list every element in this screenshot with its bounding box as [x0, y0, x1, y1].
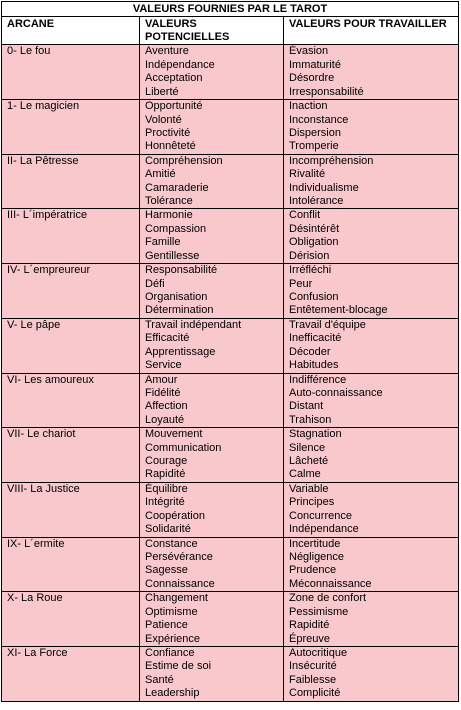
potential-values-cell — [140, 100, 284, 155]
work-value: Habitudes — [289, 359, 339, 372]
potential-value: Rapidité — [145, 468, 186, 481]
arcane-cell — [2, 209, 140, 264]
work-value: Calme — [289, 468, 321, 481]
potential-values-cell — [140, 373, 284, 428]
table-title-row — [2, 2, 459, 17]
potential-value: Amitié — [145, 168, 176, 181]
work-value: Intolérance — [289, 195, 344, 207]
work-values-cell — [284, 209, 459, 264]
work-values-cell — [284, 373, 459, 428]
potential-value: Équilibre — [145, 482, 188, 495]
work-value: Méconnaissance — [289, 577, 372, 590]
arcane-name: II- La Pêtresse — [7, 154, 79, 167]
work-value: Zone de confort — [289, 592, 367, 605]
table-row — [2, 100, 459, 155]
work-values-cell — [284, 100, 459, 155]
potential-value: Efficacité — [145, 332, 190, 345]
table-row — [2, 592, 459, 647]
arcane-cell — [2, 45, 140, 100]
potential-value: Harmonie — [145, 209, 193, 222]
work-value: Incompréhension — [289, 154, 374, 167]
potential-values-cell — [140, 264, 284, 319]
table-body — [2, 45, 459, 701]
potential-value: Changement — [145, 592, 208, 605]
potential-value: Mouvement — [145, 428, 203, 441]
potential-value: Proctivité — [145, 126, 191, 139]
arcane-name: V- Le pâpe — [7, 318, 61, 331]
potential-value: Estime de soi — [145, 660, 212, 673]
arcane-name: 0- Le fou — [7, 45, 51, 58]
potential-value: Connaissance — [145, 577, 215, 590]
arcane-cell — [2, 373, 140, 428]
work-value: Complicité — [289, 687, 341, 700]
potential-value: Compassion — [145, 222, 207, 235]
potential-value: Optimisme — [145, 605, 198, 618]
work-values-cell — [284, 646, 459, 701]
work-value: Lâcheté — [289, 455, 329, 468]
work-value: Dispersion — [289, 126, 341, 139]
work-values-cell — [284, 45, 459, 100]
work-value: Auto-connaissance — [289, 386, 383, 399]
potential-value: Affection — [145, 400, 188, 413]
potential-value: Organisation — [145, 290, 208, 303]
arcane-name: X- La Roue — [7, 592, 63, 605]
arcane-cell — [2, 482, 140, 537]
work-value: Faiblesse — [289, 673, 337, 686]
table-row — [2, 209, 459, 264]
table-row — [2, 264, 459, 319]
arcane-name: 1- Le magicien — [7, 100, 80, 113]
arcane-name: IV- L´empreureur — [7, 264, 91, 277]
potential-values-cell — [140, 209, 284, 264]
potential-value: Sagesse — [145, 564, 188, 577]
work-value: Insécurité — [289, 660, 337, 673]
potential-value: Détermination — [145, 304, 214, 317]
potential-value: Apprentissage — [145, 345, 216, 358]
work-value: Irréfléchi — [289, 264, 332, 277]
work-value: Concurrence — [289, 509, 352, 522]
potential-value: Courage — [145, 455, 188, 468]
potential-value: Amour — [145, 373, 178, 386]
arcane-cell — [2, 264, 140, 319]
potential-value: Famille — [145, 236, 181, 249]
table-row — [2, 646, 459, 701]
potential-value: Responsabilité — [145, 264, 218, 277]
work-value: Travail d'équipe — [289, 318, 366, 331]
table-row — [2, 428, 459, 483]
work-value: Variable — [289, 482, 329, 495]
work-value: Trahison — [289, 413, 332, 426]
work-values-cell — [284, 428, 459, 483]
potential-value: Opportunité — [145, 100, 203, 113]
potential-value: Aventure — [145, 45, 189, 58]
work-value: Pessimisme — [289, 605, 349, 618]
potential-value: Intégrité — [145, 496, 185, 509]
table-row — [2, 45, 459, 100]
potential-value: Honnêteté — [145, 140, 196, 153]
table-title: VALEURS FOURNIES PAR LE TAROT — [2, 2, 459, 17]
work-value: Inefficacité — [289, 332, 342, 345]
work-value: Rivalité — [289, 168, 326, 181]
arcane-name: XI- La Force — [7, 646, 68, 659]
arcane-name: VI- Les amoureux — [7, 373, 94, 386]
header-arcane: ARCANE — [2, 17, 140, 45]
potential-values-cell — [140, 45, 284, 100]
work-values-cell — [284, 264, 459, 319]
potential-value: Tolérance — [145, 195, 193, 207]
potential-value: Service — [145, 359, 182, 372]
potential-value: Persévérance — [145, 551, 213, 563]
potential-values-cell — [140, 154, 284, 209]
work-value: Indépendance — [289, 523, 359, 536]
potential-value: Constance — [145, 537, 198, 550]
work-value: Entêtement-blocage — [289, 304, 388, 317]
arcane-name: VIII- La Justice — [7, 482, 80, 495]
work-values-cell — [284, 592, 459, 647]
potential-values-cell — [140, 537, 284, 592]
work-value: Irresponsabilité — [289, 85, 364, 98]
work-value: Négligence — [289, 551, 345, 563]
table-header-row — [2, 17, 459, 45]
potential-value: Compréhension — [145, 154, 223, 167]
potential-value: Travail indépendant — [145, 318, 242, 331]
work-value: Confusion — [289, 290, 339, 303]
table-row — [2, 373, 459, 428]
arcane-cell — [2, 592, 140, 647]
work-value: Conflit — [289, 209, 321, 222]
potential-value: Indépendance — [145, 58, 215, 71]
potential-value: Camaraderie — [145, 181, 209, 194]
potential-value: Expérience — [145, 632, 201, 645]
work-value: Peur — [289, 277, 313, 290]
potential-value: Loyauté — [145, 413, 185, 426]
table-row — [2, 482, 459, 537]
work-value: Indifférence — [289, 373, 347, 386]
potential-value: Communication — [145, 441, 222, 454]
header-potential-values: VALEURS POTENCIELLES — [140, 17, 284, 45]
potential-value: Santé — [145, 673, 174, 686]
work-value: Individualisme — [289, 181, 359, 194]
work-value: Prudence — [289, 564, 337, 577]
arcane-cell — [2, 318, 140, 373]
work-values-cell — [284, 482, 459, 537]
potential-value: Coopération — [145, 509, 205, 522]
table-row — [2, 154, 459, 209]
work-value: Immaturité — [289, 58, 341, 71]
header-work-values: VALEURS POUR TRAVAILLER — [284, 17, 459, 45]
potential-value: Leadership — [145, 687, 200, 700]
work-value: Obligation — [289, 236, 339, 249]
work-values-cell — [284, 318, 459, 373]
potential-value: Solidarité — [145, 523, 191, 536]
work-value: Désordre — [289, 72, 335, 85]
arcane-name: VII- Le chariot — [7, 428, 76, 441]
arcane-name: III- L´impératrice — [7, 209, 88, 222]
work-value: Tromperie — [289, 140, 339, 153]
potential-value: Patience — [145, 619, 188, 632]
potential-values-cell — [140, 318, 284, 373]
work-value: Évasion — [289, 45, 329, 58]
potential-values-cell — [140, 646, 284, 701]
arcane-cell — [2, 537, 140, 592]
arcane-cell — [2, 428, 140, 483]
potential-value: Confiance — [145, 646, 195, 659]
work-value: Principes — [289, 496, 335, 509]
table-row — [2, 537, 459, 592]
work-value: Dérision — [289, 249, 330, 262]
potential-values-cell — [140, 428, 284, 483]
potential-value: Liberté — [145, 85, 179, 98]
potential-value: Gentillesse — [145, 249, 200, 262]
arcane-name: IX- L´ermite — [7, 537, 65, 550]
work-value: Inconstance — [289, 113, 349, 126]
arcane-cell — [2, 154, 140, 209]
work-value: Désintérêt — [289, 222, 340, 235]
work-values-cell — [284, 154, 459, 209]
potential-value: Volonté — [145, 113, 182, 126]
table-row — [2, 318, 459, 373]
work-value: Distant — [289, 400, 324, 413]
work-values-cell — [284, 537, 459, 592]
work-value: Inaction — [289, 100, 328, 113]
work-value: Incertitude — [289, 537, 341, 550]
potential-values-cell — [140, 592, 284, 647]
work-value: Autocritique — [289, 646, 348, 659]
work-value: Stagnation — [289, 428, 342, 441]
potential-values-cell — [140, 482, 284, 537]
arcane-cell — [2, 646, 140, 701]
potential-value: Défi — [145, 277, 165, 290]
work-value: Silence — [289, 441, 326, 454]
work-value: Décoder — [289, 345, 331, 358]
potential-value: Fidélité — [145, 386, 181, 399]
work-value: Rapidité — [289, 619, 330, 632]
work-value: Épreuve — [289, 632, 330, 645]
potential-value: Acceptation — [145, 72, 203, 85]
tarot-values-table — [1, 1, 459, 702]
arcane-cell — [2, 100, 140, 155]
